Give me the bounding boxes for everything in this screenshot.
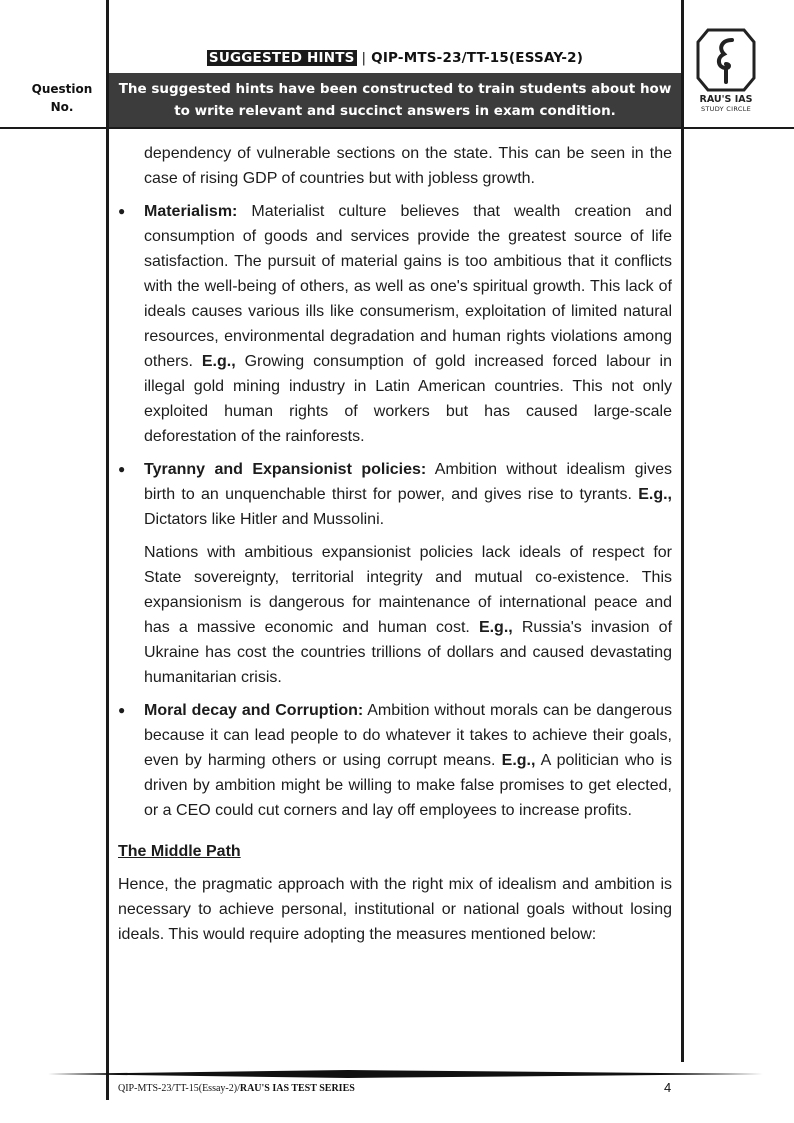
continuation-paragraph: dependency of vulnerable sections on the state. This can be seen in the case of rising GDP of countries but with jobless growth. (144, 145, 672, 187)
footer-text (118, 1083, 355, 1094)
suggested-hints-label: SUGGESTED HINTS (208, 50, 355, 66)
logo-name: RAU'S IAS (699, 94, 753, 105)
bullet-icon: ● (118, 703, 126, 717)
raus-ias-logo (694, 28, 758, 126)
conclusion-paragraph: Hence, the pragmatic approach with the right mix of idealism and ambition is necessary to achieve personal, institutional or national goals without losing ideals. This would require adopting the measures mentioned below: (118, 876, 672, 943)
footer-code: QIP-MTS-23/TT-15(Essay-2)/ (118, 1083, 240, 1094)
list-item-materialism: ● Materialism: Materialist culture believes that wealth creation and consumption of goods and services provide the greatest source of life satisfaction. The pursuit of material gains is too ambitious that it conflicts with the well-being of others, as well as one's spiritual growth. This lack of ideals causes various ills like consumerism, exploitation of limited natural resources, environmental degradation and human rights violations among others. E.g., Growing consumption of gold increased forced labour in illegal gold mining industry in Latin American countries. This not only exploited human rights of workers but has caused large-scale deforestation of the rainforests. (118, 199, 672, 449)
instruction-banner: The suggested hints have been constructed to train students about how to write relevant and succinct answers in exam condition. (109, 73, 681, 127)
question-number-label: Question No. (31, 82, 93, 114)
bullet-icon: ● (118, 204, 126, 218)
header-divider (0, 127, 794, 129)
list-item-moral-decay: ● Moral decay and Corruption: Ambition without morals can be dangerous because it can lead people to do whatever it takes to achieve their goals, even by harming others or using corrupt means. E.g., A politician who is driven by ambition might be willing to make false promises to get elected, or a CEO could cut corners and lay off employees to increase profits. (118, 698, 672, 823)
footer-divider (48, 1069, 764, 1079)
page-body (118, 141, 672, 947)
logo-emblem-icon (696, 28, 756, 92)
header-title (109, 50, 681, 66)
footer-series: RAU'S IAS TEST SERIES (239, 1083, 355, 1094)
logo-tagline: STUDY CIRCLE (700, 105, 752, 113)
left-margin-rule (106, 0, 109, 1100)
expansionism-paragraph: Nations with ambitious expansionist policies lack ideals of respect for State sovereignty, territorial integrity and mutual co-existence. This expansionism is dangerous for maintenance of international peace and has a massive economic and human cost. E.g., Russia's invasion of Ukraine has cost the countries trillions of dollars and caused devastating humanitarian crisis. (144, 544, 673, 686)
header-separator: | (361, 50, 367, 66)
list-item-tyranny: ● Tyranny and Expansionist policies: Ambition without idealism gives birth to an unquenchable thirst for power, and gives rise to tyrants. E.g., Dictators like Hitler and Mussolini. (118, 457, 672, 532)
page-number: 4 (664, 1080, 672, 1095)
right-margin-rule (681, 0, 684, 1062)
section-heading: The Middle Path (118, 843, 241, 860)
bullet-icon: ● (118, 462, 126, 476)
test-code: QIP-MTS-23/TT-15(ESSAY-2) (371, 50, 584, 66)
